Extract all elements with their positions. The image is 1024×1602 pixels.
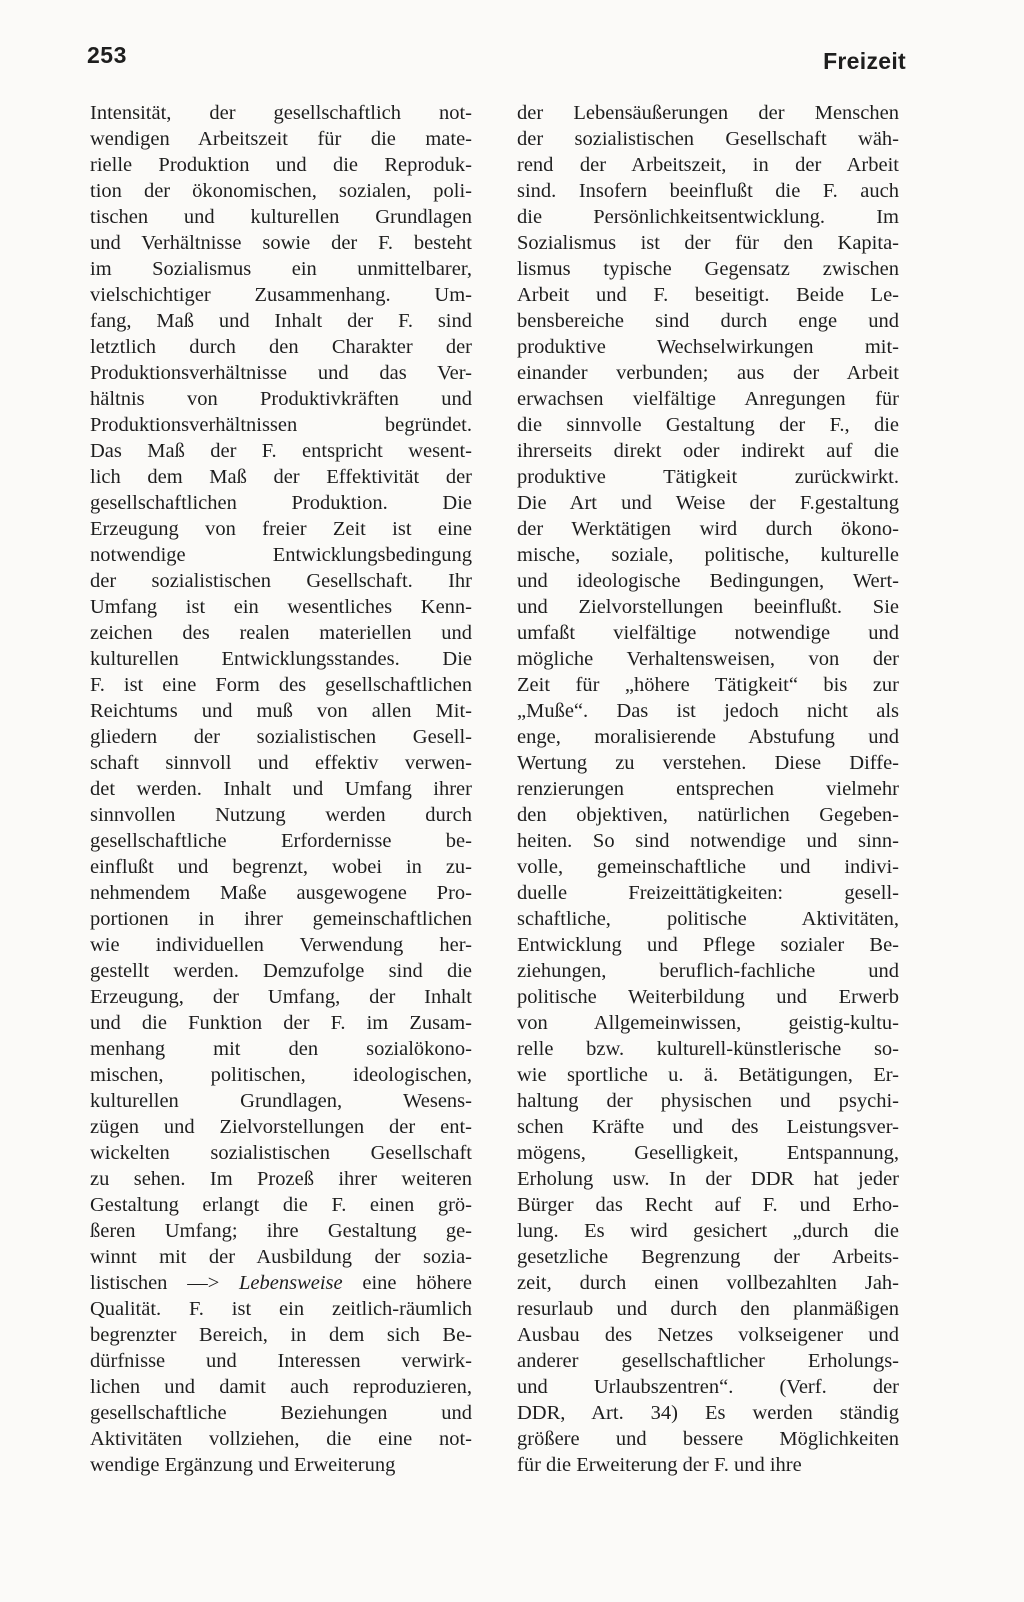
text-line: zügen und Zielvorstellungen der ent-	[90, 1116, 472, 1138]
text-line: duelle Freizeittätigkeiten: gesell-	[517, 882, 899, 904]
text-line: lich dem Maß der Effektivität der	[90, 466, 472, 488]
text-line: det werden. Inhalt und Umfang ihrer	[90, 778, 472, 800]
text-line: gesellschaftliche Beziehungen und	[90, 1402, 472, 1424]
text-line: den objektiven, natürlichen Gegeben-	[517, 804, 899, 826]
text-line: Qualität. F. ist ein zeitlich-räumlich	[90, 1298, 472, 1320]
text-line: schen Kräfte und des Leistungsver-	[517, 1116, 899, 1138]
text-line: tion der ökonomischen, sozialen, poli-	[90, 180, 472, 202]
text-line: bensbereiche sind durch enge und	[517, 310, 899, 332]
text-line: mische, soziale, politische, kulturelle	[517, 544, 899, 566]
text-line: zu sehen. Im Prozeß ihrer weiteren	[90, 1168, 472, 1190]
text-line: einander verbunden; aus der Arbeit	[517, 362, 899, 384]
text-line: gesellschaftlichen Produktion. Die	[90, 492, 472, 514]
text-line: wie sportliche u. ä. Betätigungen, Er-	[517, 1064, 899, 1086]
text-line: wendigen Arbeitszeit für die mate-	[90, 128, 472, 150]
text-line: kulturellen Grundlagen, Wesens-	[90, 1090, 472, 1112]
text-line: vielschichtiger Zusammenhang. Um-	[90, 284, 472, 306]
text-line: mischen, politischen, ideologischen,	[90, 1064, 472, 1086]
text-line: und Verhältnisse sowie der F. besteht	[90, 232, 472, 254]
text-line: der sozialistischen Gesellschaft wäh-	[517, 128, 899, 150]
text-line: tischen und kulturellen Grundlagen	[90, 206, 472, 228]
text-line: Produktionsverhältnissen begründet.	[90, 414, 472, 436]
text-line: im Sozialismus ein unmittelbarer,	[90, 258, 472, 280]
text-line: portionen in ihrer gemeinschaftlichen	[90, 908, 472, 930]
text-line: der Werktätigen wird durch ökono-	[517, 518, 899, 540]
text-line	[90, 1270, 472, 1296]
text-fragment: eine höhere	[342, 1272, 472, 1294]
text-line: Die Art und Weise der F.gestaltung	[517, 492, 899, 514]
text-line: anderer gesellschaftlicher Erholungs-	[517, 1350, 899, 1372]
text-line: einflußt und begrenzt, wobei in zu-	[90, 856, 472, 878]
text-line: Ausbau des Netzes volkseigener und	[517, 1324, 899, 1346]
text-line: hältnis von Produktivkräften und	[90, 388, 472, 410]
text-line: erwachsen vielfältige Anregungen für	[517, 388, 899, 410]
text-line: wie individuellen Verwendung her-	[90, 934, 472, 956]
text-line: und Urlaubszentren“. (Verf. der	[517, 1376, 899, 1398]
text-line: zeit, durch einen vollbezahlten Jah-	[517, 1272, 899, 1294]
text-line: lung. Es wird gesichert „durch die	[517, 1220, 899, 1242]
text-line: rend der Arbeitszeit, in der Arbeit	[517, 154, 899, 176]
text-line: Aktivitäten vollziehen, die eine not-	[90, 1428, 472, 1450]
text-line: „Muße“. Das ist jedoch nicht als	[517, 700, 899, 722]
text-line: letztlich durch den Charakter der	[90, 336, 472, 358]
text-line: kulturellen Entwicklungsstandes. Die	[90, 648, 472, 670]
text-line: volle, gemeinschaftliche und indivi-	[517, 856, 899, 878]
text-line: umfaßt vielfältige notwendige und	[517, 622, 899, 644]
text-line: renzierungen entsprechen vielmehr	[517, 778, 899, 800]
text-line: der sozialistischen Gesellschaft. Ihr	[90, 570, 472, 592]
text-line: Erzeugung, der Umfang, der Inhalt	[90, 986, 472, 1008]
text-line: größere und bessere Möglichkeiten	[517, 1428, 899, 1450]
page-number: 253	[87, 42, 127, 68]
text-line: gesetzliche Begrenzung der Arbeits-	[517, 1246, 899, 1268]
text-line: mögens, Geselligkeit, Entspannung,	[517, 1142, 899, 1164]
text-line: Erholung usw. In der DDR hat jeder	[517, 1168, 899, 1190]
cross-reference-link[interactable]: Lebensweise	[239, 1272, 343, 1294]
text-line: und ideologische Bedingungen, Wert-	[517, 570, 899, 592]
text-column-left	[90, 100, 472, 1478]
text-line: mögliche Verhaltensweisen, von der	[517, 648, 899, 670]
text-line: Bürger das Recht auf F. und Erho-	[517, 1194, 899, 1216]
text-line: gliedern der sozialistischen Gesell-	[90, 726, 472, 748]
text-line: Erzeugung von freier Zeit ist eine	[90, 518, 472, 540]
text-line: Das Maß der F. entspricht wesent-	[90, 440, 472, 462]
text-line: für die Erweiterung der F. und ihre	[517, 1454, 802, 1476]
text-line: DDR, Art. 34) Es werden ständig	[517, 1402, 899, 1424]
text-line: winnt mit der Ausbildung der sozia-	[90, 1246, 472, 1268]
text-line: von Allgemeinwissen, geistig-kultu-	[517, 1012, 899, 1034]
text-line: politische Weiterbildung und Erwerb	[517, 986, 899, 1008]
text-line: dürfnisse und Interessen verwirk-	[90, 1350, 472, 1372]
text-line: sinnvollen Nutzung werden durch	[90, 804, 472, 826]
text-line: heiten. So sind notwendige und sinn-	[517, 830, 899, 852]
text-line: lichen und damit auch reproduzieren,	[90, 1376, 472, 1398]
text-line: Produktionsverhältnisse und das Ver-	[90, 362, 472, 384]
text-line: begrenzter Bereich, in dem sich Be-	[90, 1324, 472, 1346]
text-line: Intensität, der gesellschaftlich not-	[90, 102, 472, 124]
text-line: gestellt werden. Demzufolge sind die	[90, 960, 472, 982]
text-line: Umfang ist ein wesentliches Kenn-	[90, 596, 472, 618]
text-line: resurlaub und durch den planmäßigen	[517, 1298, 899, 1320]
text-line: ziehungen, beruflich-fachliche und	[517, 960, 899, 982]
text-line: und Zielvorstellungen beeinflußt. Sie	[517, 596, 899, 618]
text-fragment: listischen	[90, 1272, 188, 1294]
text-line: produktive Tätigkeit zurückwirkt.	[517, 466, 899, 488]
text-line: schaftliche, politische Aktivitäten,	[517, 908, 899, 930]
text-line: wendige Ergänzung und Erweiterung	[90, 1454, 396, 1476]
text-line: rielle Produktion und die Reproduk-	[90, 154, 472, 176]
text-line: und die Funktion der F. im Zusam-	[90, 1012, 472, 1034]
text-line: enge, moralisierende Abstufung und	[517, 726, 899, 748]
text-line: zeichen des realen materiellen und	[90, 622, 472, 644]
text-line: menhang mit den sozialökono-	[90, 1038, 472, 1060]
running-head: Freizeit	[823, 48, 906, 74]
text-line: Sozialismus ist der für den Kapita-	[517, 232, 899, 254]
text-line: ihrerseits direkt oder indirekt auf die	[517, 440, 899, 462]
text-line: produktive Wechselwirkungen mit-	[517, 336, 899, 358]
text-line: sind. Insofern beeinflußt die F. auch	[517, 180, 899, 202]
text-line: F. ist eine Form des gesellschaftlichen	[90, 674, 472, 696]
text-line: relle bzw. kulturell-künstlerische so-	[517, 1038, 899, 1060]
text-line: Reichtums und muß von allen Mit-	[90, 700, 472, 722]
text-line: notwendige Entwicklungsbedingung	[90, 544, 472, 566]
text-line: Gestaltung erlangt die F. einen grö-	[90, 1194, 472, 1216]
text-line: nehmendem Maße ausgewogene Pro-	[90, 882, 472, 904]
text-line: Entwicklung und Pflege sozialer Be-	[517, 934, 899, 956]
arrow-right-icon: —>	[187, 1272, 220, 1294]
text-line: fang, Maß und Inhalt der F. sind	[90, 310, 472, 332]
text-line: Zeit für „höhere Tätigkeit“ bis zur	[517, 674, 899, 696]
text-line: gesellschaftliche Erfordernisse be-	[90, 830, 472, 852]
text-line: haltung der physischen und psychi-	[517, 1090, 899, 1112]
text-column-right	[517, 100, 899, 1478]
text-line: Arbeit und F. beseitigt. Beide Le-	[517, 284, 899, 306]
text-line: der Lebensäußerungen der Menschen	[517, 102, 899, 124]
text-line: wickelten sozialistischen Gesellschaft	[90, 1142, 472, 1164]
text-line: ßeren Umfang; ihre Gestaltung ge-	[90, 1220, 472, 1242]
text-line: die Persönlichkeitsentwicklung. Im	[517, 206, 899, 228]
text-line: die sinnvolle Gestaltung der F., die	[517, 414, 899, 436]
text-line: schaft sinnvoll und effektiv verwen-	[90, 752, 472, 774]
text-line: Wertung zu verstehen. Diese Diffe-	[517, 752, 899, 774]
text-line: lismus typische Gegensatz zwischen	[517, 258, 899, 280]
